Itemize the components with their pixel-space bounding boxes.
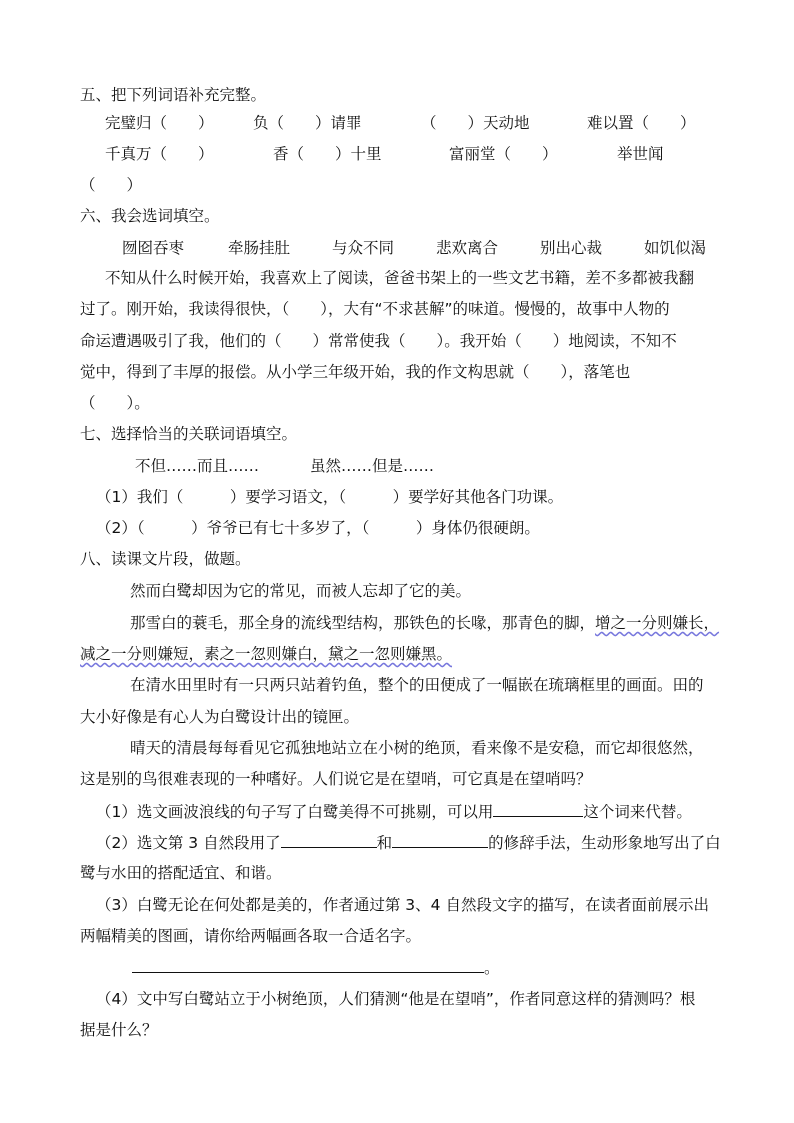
- para2-text: 那雪白的蓑毛，那全身的流线型结构，那铁色的长喙，那青色的脚，: [130, 614, 596, 632]
- question-text: （1）选文画波浪线的句子写了白鹭美得不可挑剔，可以用: [96, 803, 494, 821]
- s8-paragraph-1: 然而白鹭却因为它的常见，而被人忘却了它的美。: [130, 582, 472, 600]
- s6-word-bank: [122, 237, 706, 259]
- s5-row-2: [105, 143, 664, 165]
- idiom-blank-item: 完璧归（ ）: [105, 114, 214, 132]
- answer-end-mark: 。: [484, 959, 500, 977]
- s8-question-1: [96, 800, 692, 823]
- s6-passage-line: 过了。刚开始，我读得很快，（ ），大有“不求甚解”的味道。慢慢的，故事中人物的: [80, 300, 670, 318]
- word-option: 别出心裁: [540, 239, 603, 257]
- s5-row-1: [105, 112, 696, 134]
- idiom-blank-item: （ ）天动地: [421, 114, 530, 132]
- idiom-blank-item: 香（ ）十里: [273, 145, 382, 163]
- s7-options: [135, 455, 434, 477]
- s8-question-2: [96, 831, 721, 854]
- word-option: 囫囵吞枣: [122, 239, 185, 257]
- idiom-blank-item: 负（ ）请罪: [253, 114, 362, 132]
- s7-question-2: （2）（ ）爷爷已有七十多岁了，（ ）身体仍很硬朗。: [96, 519, 540, 537]
- s8-paragraph-4-line-1: 晴天的清晨每每看见它孤独地站立在小树的绝顶，看来像不是安稳，而它却很悠然，: [130, 739, 704, 757]
- answer-blank[interactable]: [281, 831, 377, 848]
- s8-paragraph-3-line-1: 在清水田里时有一只两只站着钓鱼，整个的田便成了一幅嵌在琉璃框里的画面。田的: [130, 676, 704, 694]
- question-text: 这个词来代替。: [583, 803, 692, 821]
- s8-paragraph-4-line-2: 这是别的鸟很难表现的一种嗜好。人们说它是在望哨，可它真是在望哨吗？: [80, 770, 592, 788]
- s6-passage-line: 觉中，得到了丰厚的报偿。从小学三年级开始，我的作文构思就（ ），落笔也: [80, 363, 631, 381]
- s8-question-3-wrap: 两幅精美的图画，请你给两幅画各取一合适名字。: [80, 927, 422, 945]
- s8-question-3: （3）白鹭无论在何处都是美的，作者通过第 3、4 自然段文字的描写，在读者面前展示出: [96, 896, 709, 914]
- idiom-blank-item: 富丽堂（ ）: [449, 145, 558, 163]
- idiom-blank-item: 难以置（ ）: [587, 114, 696, 132]
- wavy-underlined-sentence: 减之一分则嫌短，素之一忽则嫌白，黛之一忽则嫌黑。: [80, 645, 453, 663]
- s8-paragraph-2-line-2: [80, 643, 452, 665]
- section-8-title: 八、读课文片段，做题。: [80, 550, 251, 568]
- answer-line[interactable]: [132, 956, 484, 973]
- word-option: 与众不同: [332, 239, 395, 257]
- idiom-blank-item: 举世闻: [617, 145, 664, 163]
- s8-question-3-answer: [132, 956, 500, 979]
- answer-blank[interactable]: [493, 800, 583, 817]
- conjunction-option: 不但……而且……: [135, 457, 260, 475]
- question-text: 的修辞手法，生动形象地写出了白: [488, 834, 721, 852]
- s8-question-4: （4）文中写白鹭站立于小树绝顶，人们猜测“他是在望哨”，作者同意这样的猜测吗？根: [96, 990, 696, 1008]
- s6-passage-line: 不知从什么时候开始，我喜欢上了阅读，爸爸书架上的一些文艺书籍，差不多都被我翻: [105, 269, 695, 287]
- answer-blank[interactable]: [392, 831, 488, 848]
- s5-row-2-wrap: （ ）: [80, 176, 143, 194]
- idiom-blank-item: 千真万（ ）: [105, 145, 214, 163]
- wavy-underlined-sentence: 增之一分则嫌长，: [595, 614, 720, 632]
- s8-question-4-wrap: 据是什么？: [80, 1021, 158, 1039]
- s7-question-1: （1）我们（ ）要学习语文，（ ）要学好其他各门功课。: [96, 488, 564, 506]
- conjunction-option: 虽然……但是……: [310, 457, 435, 475]
- s6-passage-line: （ ）。: [80, 394, 150, 412]
- s8-paragraph-2-line-1: [130, 612, 719, 634]
- s6-passage-line: 命运遭遇吸引了我，他们的（ ）常常使我（ ）。我开始（ ）地阅读，不知不: [80, 332, 677, 350]
- word-option: 悲欢离合: [436, 239, 499, 257]
- section-5-title: 五、把下列词语补充完整。: [80, 86, 267, 104]
- s8-paragraph-3-line-2: 大小好像是有心人为白鹭设计出的镜匣。: [80, 708, 360, 726]
- s8-question-2-wrap: 鹭与水田的搭配适宜、和谐。: [80, 864, 282, 882]
- word-option: 如饥似渴: [644, 239, 707, 257]
- question-text: （2）选文第 3 自然段用了: [96, 834, 281, 852]
- word-option: 牵肠挂肚: [228, 239, 291, 257]
- question-text: 和: [376, 834, 393, 852]
- section-6-title: 六、我会选词填空。: [80, 207, 220, 225]
- section-7-title: 七、选择恰当的关联词语填空。: [80, 425, 298, 443]
